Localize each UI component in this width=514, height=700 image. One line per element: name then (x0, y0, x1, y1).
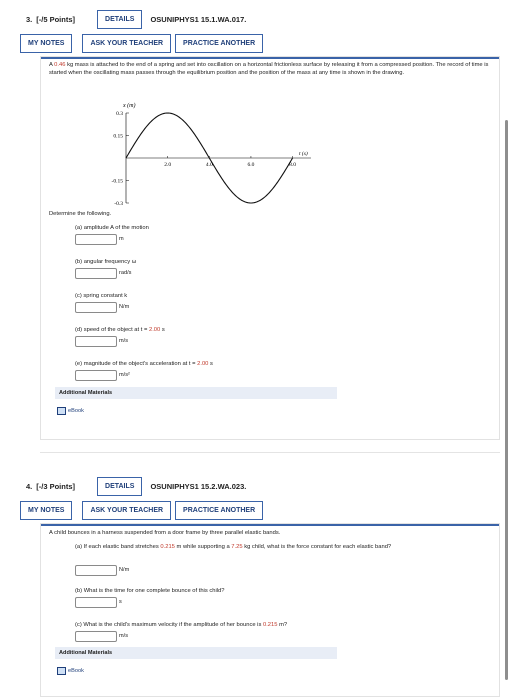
q3-code: OSUNIPHYS1 15.1.WA.017. (150, 15, 247, 24)
q3-number: 3. (26, 15, 33, 24)
q4-part-b-unit: s (119, 599, 122, 605)
q3-part-e-input[interactable] (75, 370, 117, 381)
q3-button-row (20, 34, 263, 53)
q4-part-b-input[interactable] (75, 597, 117, 608)
chart-xtick-label: 2.0 (164, 162, 172, 168)
q3-part-a-unit: m (119, 236, 124, 242)
q4-ebook-link[interactable] (57, 667, 84, 675)
q4-part-b-label: (b) What is the time for one complete bounce of this child? (75, 588, 225, 594)
q3-part-d-unit: m/s (119, 338, 129, 344)
q4-mass-value: 7.25 (231, 544, 243, 550)
q3-practice-another-button[interactable]: PRACTICE ANOTHER (175, 34, 263, 53)
q3-additional-materials: Additional Materials (55, 387, 337, 399)
q4-ebook-label: eBook (68, 668, 84, 674)
q3-part-a-input[interactable] (75, 234, 117, 245)
q3-ask-teacher-button[interactable]: ASK YOUR TEACHER (82, 34, 171, 53)
q3-mass-value: 0.46 (54, 62, 66, 68)
q3-determine: Determine the following. (49, 211, 112, 217)
q4-practice-another-button[interactable]: PRACTICE ANOTHER (175, 501, 263, 520)
q3-card (40, 56, 500, 440)
q3-card-rule (41, 57, 499, 59)
section-divider (40, 452, 500, 453)
q3-position-chart (71, 97, 321, 207)
chart-xtick-label: 6.0 (247, 162, 255, 168)
q4-ask-teacher-button[interactable]: ASK YOUR TEACHER (82, 501, 171, 520)
q4-amplitude-value: 0.215 (262, 622, 278, 628)
q4-card (40, 523, 500, 697)
q3-details-button[interactable]: DETAILS (97, 10, 142, 29)
q4-part-c-unit: m/s (119, 633, 129, 639)
q4-part-a-input[interactable] (75, 565, 117, 576)
q4-code: OSUNIPHYS1 15.2.WA.023. (150, 482, 247, 491)
q3-header (26, 10, 246, 29)
q4-details-button[interactable]: DETAILS (97, 477, 142, 496)
q3-part-d-time: 2.00 (148, 327, 161, 333)
q3-ebook-label: eBook (68, 408, 84, 414)
q3-part-e-time: 2.00 (197, 361, 209, 367)
chart-ytick-label: 0.15 (113, 133, 123, 140)
q4-header (26, 477, 246, 496)
chart-ytick-label: -0.3 (114, 201, 123, 207)
q3-part-e-label: (e) magnitude of the object's acceleration at t = 2.00 s (75, 361, 213, 367)
q3-part-b-unit: rad/s (119, 270, 132, 276)
chart-ytick-label: -0.15 (111, 178, 123, 185)
q3-part-b-label: (b) angular frequency ω (75, 259, 137, 265)
q3-part-c-label: (c) spring constant k (75, 293, 128, 299)
chart-xlabel: t (s) (299, 151, 308, 157)
chart-ylabel: x (m) (123, 103, 136, 109)
q4-part-a-unit: N/m (119, 567, 130, 573)
q4-button-row (20, 501, 263, 520)
book-icon (57, 407, 66, 415)
chart-xtick-label: 4.0 (205, 162, 213, 168)
q3-points: [-/5 Points] (36, 15, 76, 24)
q3-part-b-input[interactable] (75, 268, 117, 279)
q3-part-d-input[interactable] (75, 336, 117, 347)
q3-ebook-link[interactable] (57, 407, 84, 415)
q4-card-rule (41, 524, 499, 526)
q4-intro: A child bounces in a harness suspended from a door frame by three parallel elastic bands. (49, 530, 281, 536)
q4-number: 4. (26, 482, 33, 491)
q4-part-c-label: (c) What is the child's maximum velocity if the amplitude of her bounce is 0.215 m? (75, 622, 288, 628)
q3-my-notes-button[interactable]: MY NOTES (20, 34, 72, 53)
chart-xtick-label: 8.0 (289, 162, 297, 168)
chart-ytick-label: 0.3 (116, 111, 123, 117)
q4-part-c-input[interactable] (75, 631, 117, 642)
book-icon (57, 667, 66, 675)
q3-part-c-unit: N/m (119, 304, 130, 310)
q4-additional-materials: Additional Materials (55, 647, 337, 659)
q4-my-notes-button[interactable]: MY NOTES (20, 501, 72, 520)
q4-part-a-label: (a) If each elastic band stretches 0.215 m while supporting a 7.25 kg child, what is the force constant for each elastic band? (75, 544, 392, 550)
q3-part-c-input[interactable] (75, 302, 117, 313)
q3-part-a-label: (a) amplitude A of the motion (75, 225, 149, 231)
q4-stretch-value: 0.215 (160, 544, 175, 550)
q3-part-d-label: (d) speed of the object at t = 2.00 s (75, 327, 165, 333)
page-scrollbar[interactable] (505, 120, 508, 680)
q3-part-e-unit: m/s² (119, 372, 130, 378)
q3-intro: A 0.46 kg mass is attached to the end of a spring and set into oscillation on a horizontal frictionless surface by releasing it from a compressed position. The record of time is started when the oscillating mass passes through the equilibrium position and the position of the mass at any time is shown in the drawing. (49, 62, 489, 76)
q4-points: [-/3 Points] (36, 482, 76, 491)
